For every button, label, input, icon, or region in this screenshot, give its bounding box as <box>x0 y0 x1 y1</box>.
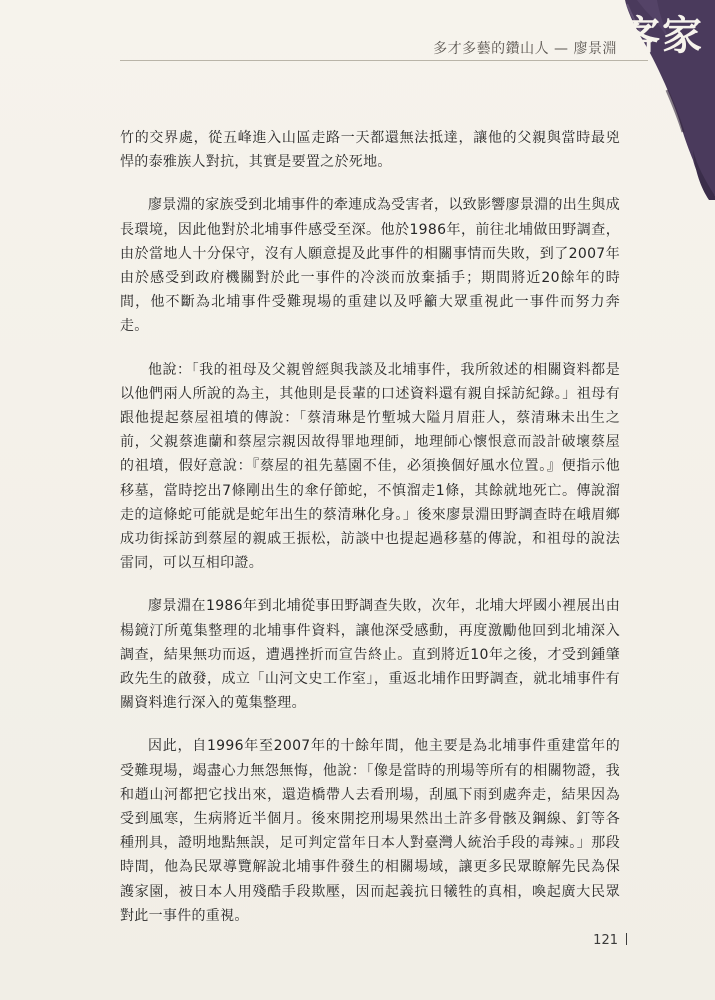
paragraph: 他說：「我的祖母及父親曾經與我談及北埔事件，我所敘述的相關資料都是以他們兩人所說的為主，其他則是長輩的口述資料還有親自採訪紀錄。」祖母有跟他提起蔡屋祖墳的傳說：「蔡清琳是竹塹城大隘月眉莊人，蔡清琳未出生之前，父親蔡進蘭和蔡屋宗親因故得罪地理師，地理師心懷恨意而設計破壞蔡屋的祖墳，假好意說：『蔡屋的祖先墓園不佳，必須換個好風水位置。』便指示他移墓，當時挖出7條剛出生的傘仔節蛇，不慎溜走1條，其餘就地死亡。傳說溜走的這條蛇可能就是蛇年出生的蔡清琳化身。」後來廖景淵田野調查時在峨眉鄉成功街採訪到蔡屋的親戚王振松，訪談中也提起過移墓的傳說，和祖母的說法雷同，可以互相印證。 <box>120 361 620 572</box>
body-text <box>120 126 620 947</box>
running-head: 多才多藝的鑽山人 — 廖景淵 <box>433 41 617 57</box>
page-number-text: 121 <box>593 933 618 948</box>
brush-title: 客家 <box>620 12 704 59</box>
page-number <box>593 933 627 948</box>
page-number-bar <box>626 933 627 945</box>
header-rule <box>120 60 648 61</box>
paragraph: 廖景淵的家族受到北埔事件的牽連成為受害者，以致影響廖景淵的出生與成長環境，因此他對於北埔事件感受至深。他於1986年，前往北埔做田野調查，由於當地人十分保守，沒有人願意提及此事件的相關事情而失敗，到了2007年由於感受到政府機關對於此一事件的冷淡而放棄插手；期間將近20餘年的時間，他不斷為北埔事件受難現場的重建以及呼籲大眾重視此一事件而努力奔走。 <box>120 197 620 335</box>
paragraph: 廖景淵在1986年到北埔從事田野調查失敗，次年，北埔大坪國小裡展出由楊鏡汀所蒐集整理的北埔事件資料，讓他深受感動，再度激勵他回到北埔深入調查，結果無功而返，遭遇挫折而宣告終止。直到將近10年之後，才受到鍾肇政先生的啟發，成立「山河文史工作室」，重返北埔作田野調查，就北埔事件有關資料進行深入的蒐集整理。 <box>120 598 620 712</box>
paragraph: 因此，自1996年至2007年的十餘年間，他主要是為北埔事件重建當年的受難現場，竭盡心力無怨無悔，他說：「像是當時的刑場等所有的相關物證，我和趙山河都把它找出來，還造橋帶人去看刑場，刮風下雨到處奔走，結果因為受到風寒，生病將近半個月。後來開挖刑場果然出土許多骨骸及鋼線、釘等各種刑具，證明地點無誤，足可判定當年日本人對臺灣人統治手段的毒辣。」那段時間，他為民眾導覽解說北埔事件發生的相關場域，讓更多民眾瞭解先民為保護家園，被日本人用殘酷手段欺壓，因而起義抗日犧牲的真相，喚起廣大民眾對此一事件的重視。 <box>120 738 620 924</box>
paragraph: 竹的交界處，從五峰進入山區走路一天都還無法抵達，讓他的父親與當時最兇悍的泰雅族人對抗，其實是要置之於死地。 <box>120 130 620 171</box>
